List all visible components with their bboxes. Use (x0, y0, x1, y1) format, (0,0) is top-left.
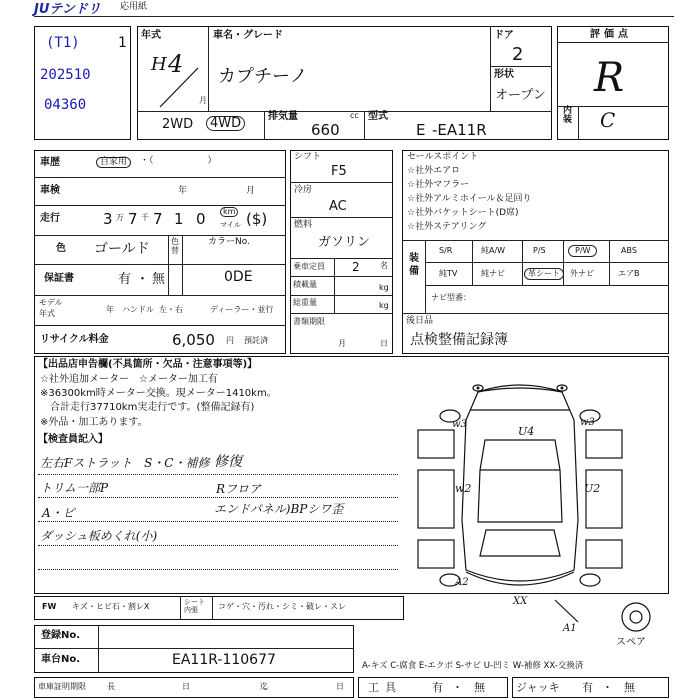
notes-line-1: ☆社外追加メーター ☆メーター加工有 (40, 374, 218, 385)
after-date-label: 後日品 (406, 316, 434, 326)
jack-sep: ・ (602, 681, 613, 694)
warranty-yes: 有 (118, 272, 132, 287)
year-value: 4 (168, 50, 184, 78)
mark-a1: A1 (563, 623, 577, 634)
notes-line-3: 合計走行37710km実走行です。(整備記録有) (40, 402, 255, 413)
notes-line-2: ※36300km時メーター交換。現メーター1410km。 (40, 388, 277, 399)
equip-ext-navi: 外ナビ (570, 269, 594, 278)
registration-no-label: 登録No. (41, 630, 81, 641)
aircon-label: 冷房 (294, 185, 313, 195)
history-rest: ・（ ） (140, 156, 217, 166)
sales-point-5: ☆社外ステアリング (407, 222, 487, 232)
mileage-d5: 0 (196, 210, 206, 228)
color-no-label: カラーNo. (208, 237, 250, 247)
mileage-d4: 1 (174, 210, 184, 228)
recycle-unit: 円 (226, 336, 234, 345)
tools-yes: 有 (432, 681, 443, 694)
door-label: ドア (494, 30, 514, 41)
total-weight-unit: kg (379, 301, 389, 310)
door-value: 2 (512, 44, 524, 65)
notes-label: 【出品店申告欄(不具箇所・欠品・注意事項等)】 (38, 359, 258, 370)
inspector-line-1: 左右Fストラット S・C・補修 (40, 456, 210, 470)
shift-label: シフト (294, 152, 322, 162)
doc-expiry-day: 日 (380, 339, 388, 348)
garage-cert-unit-4: 日 (336, 682, 344, 691)
mark-w2: w2 (455, 482, 472, 495)
drive-2wd: 2WD (162, 117, 194, 132)
jack-label: ジャッキ (516, 681, 560, 694)
id-line-3: 04360 (44, 97, 87, 113)
total-weight-label: 総重量 (293, 298, 317, 307)
model-prefix: E (416, 121, 426, 139)
inspection-label: 車検 (40, 185, 60, 196)
capacity-unit: 名 (380, 261, 388, 270)
mark-u2: U2 (584, 482, 601, 495)
model-value: -EA11R (432, 121, 487, 139)
inspector-line-2: トリム一部P (40, 481, 109, 495)
score-label: 評価点 (590, 29, 632, 40)
tools-sep: ・ (452, 681, 463, 694)
garage-cert-unit-1: 長 (107, 682, 115, 691)
model-year-year: 年 (106, 305, 114, 314)
after-date-value: 点検整備記録簿 (410, 332, 508, 348)
model-year-lr: 左・右 (159, 305, 183, 314)
color-change-label: 色替 (171, 237, 179, 255)
model-year-dealer: ディーラー・並行 (210, 305, 274, 314)
fw-seat-items: コゲ・穴・汚れ・シミ・破レ・スレ (218, 602, 346, 611)
fw-label: FW (42, 602, 57, 611)
car-name-label: 車名・グレード (213, 30, 283, 41)
year-era: H (151, 54, 167, 75)
inspector-label: 【検査員記入】 (38, 434, 108, 445)
equip-abs: ABS (621, 246, 637, 255)
body-shape-value: オープン (495, 88, 546, 103)
equip-airbag: エアB (618, 269, 640, 278)
model-year-handle: ハンドル (122, 305, 154, 314)
year-month-unit: 月 (199, 96, 207, 105)
model-label: 型式 (368, 111, 388, 122)
id-line-2: 202510 (40, 67, 91, 83)
load-label: 積載量 (293, 280, 317, 289)
equip-pw: P/W (568, 245, 597, 257)
warranty-label: 保証書 (44, 273, 74, 284)
jack-yes: 有 (582, 681, 593, 694)
equip-navi: 純ナビ (481, 269, 505, 278)
inspector-right-3: エンドパネル)BPシワ歪 (214, 502, 344, 516)
mileage-label: 走行 (40, 213, 60, 224)
fw-items: キズ・ヒビ石・割レX (72, 602, 150, 611)
doc-expiry-label: 書類期限 (293, 317, 325, 326)
id-line-1: (T1) (46, 35, 80, 51)
equip-sr: S/R (439, 246, 453, 255)
capacity-label: 乗車定員 (293, 262, 325, 271)
top-note: 応用紙 (120, 2, 148, 12)
interior-value: C (600, 108, 616, 132)
body-shape-label: 形状 (494, 69, 514, 80)
warranty-no: 無 (152, 272, 166, 287)
mileage-d3: 7 (153, 210, 163, 228)
history-value: 自家用 (96, 157, 131, 168)
equip-leather: 革シート (524, 268, 564, 280)
inspector-right-1: 修復 (214, 454, 242, 470)
recycle-note: 預託済 (244, 336, 268, 345)
mileage-d2: 7 (128, 210, 138, 228)
displacement-unit: cc (350, 111, 359, 120)
inspector-line-3: A・ピ (42, 506, 75, 520)
registration-divider (34, 648, 354, 649)
fw-seat-divider (212, 596, 213, 620)
mark-xx: XX (513, 596, 528, 607)
color-value: ゴールド (94, 241, 150, 257)
registration-label-divider (98, 625, 99, 673)
tools-no: 無 (474, 681, 485, 694)
sales-point-4: ☆社外バケットシート(D席) (407, 208, 519, 218)
equip-ps: P/S (533, 246, 546, 255)
interior-label: 内装 (563, 106, 573, 125)
garage-cert-unit-3: 迄 (260, 682, 268, 691)
equip-tv: 純TV (439, 269, 458, 278)
chassis-no-label: 車台No. (41, 654, 81, 665)
aircon-value: AC (329, 199, 347, 214)
mark-a2: A2 (455, 577, 469, 588)
sales-point-3: ☆社外アルミホイール＆足回り (407, 194, 532, 204)
logo: JUテンドリ (34, 2, 101, 17)
spare-label: スペア (616, 637, 646, 648)
drive-4wd: 4WD (206, 116, 245, 131)
damage-legend: A-キズ C-腐食 E-エクボ S-サビ U-凹ミ W-補修 XX-交換済 (362, 661, 584, 671)
mark-u4: U4 (518, 425, 535, 438)
displacement-value: 660 (311, 121, 340, 139)
history-label: 車歴 (40, 157, 60, 168)
capacity-value: 2 (352, 260, 360, 274)
garage-cert-unit-2: 日 (182, 682, 190, 691)
inspection-month: 月 (246, 186, 256, 196)
recycle-value: 6,050 (172, 331, 215, 349)
color-label: 色 (56, 243, 66, 254)
year-label: 年式 (141, 30, 161, 41)
shift-value: F5 (331, 164, 347, 179)
fuel-value: ガソリン (318, 235, 371, 250)
fuel-label: 燃料 (294, 220, 313, 230)
displacement-label: 排気量 (268, 111, 298, 122)
fw-seat-label: シート 内張 (184, 598, 205, 615)
chassis-no-value: EA11R-110677 (172, 652, 276, 668)
sales-point-2: ☆社外マフラー (407, 180, 470, 190)
equip-aw: 純A/W (481, 246, 506, 255)
mark-w3-right: w3 (580, 417, 595, 428)
tools-label: 工具 (368, 681, 402, 694)
score-value: R (594, 55, 625, 101)
doc-expiry-month: 月 (338, 339, 346, 348)
warranty-sep: ・ (136, 272, 150, 287)
mark-w3-left: w3 (452, 419, 467, 430)
equipment-label: 装備 (409, 253, 419, 277)
jack-no: 無 (624, 681, 635, 694)
mileage-unit-mile: マイル (220, 221, 241, 229)
mileage-unit-km: km (220, 207, 238, 217)
mileage-sign: ($) (246, 210, 268, 228)
mileage-u2: 千 (141, 213, 149, 222)
fw-divider (180, 596, 181, 620)
mileage-u1: 万 (116, 213, 124, 222)
model-year-label-1: モデル (39, 298, 63, 307)
inspector-line-4: ダッシュ板めくれ(小) (40, 529, 158, 543)
car-name-value: カプチーノ (218, 66, 308, 87)
color-no-value: 0DE (224, 269, 253, 285)
sales-points-label: セールスポイント (407, 152, 479, 162)
model-year-label-2: 年式 (39, 309, 55, 318)
inspector-right-2: Rフロア (216, 482, 262, 496)
recycle-label: リサイクル料金 (40, 334, 109, 345)
sales-point-1: ☆社外エアロ (407, 166, 461, 176)
equip-navi-model: ナビ型番： (431, 293, 471, 302)
garage-cert-label: 車庫証明期限 (38, 682, 86, 691)
id-line-1-suffix: 1 (118, 35, 127, 51)
inspection-year: 年 (178, 186, 188, 196)
mileage-d1: 3 (103, 210, 113, 228)
load-unit: kg (379, 283, 389, 292)
notes-line-4: ※外品・加工あります。 (40, 417, 148, 428)
